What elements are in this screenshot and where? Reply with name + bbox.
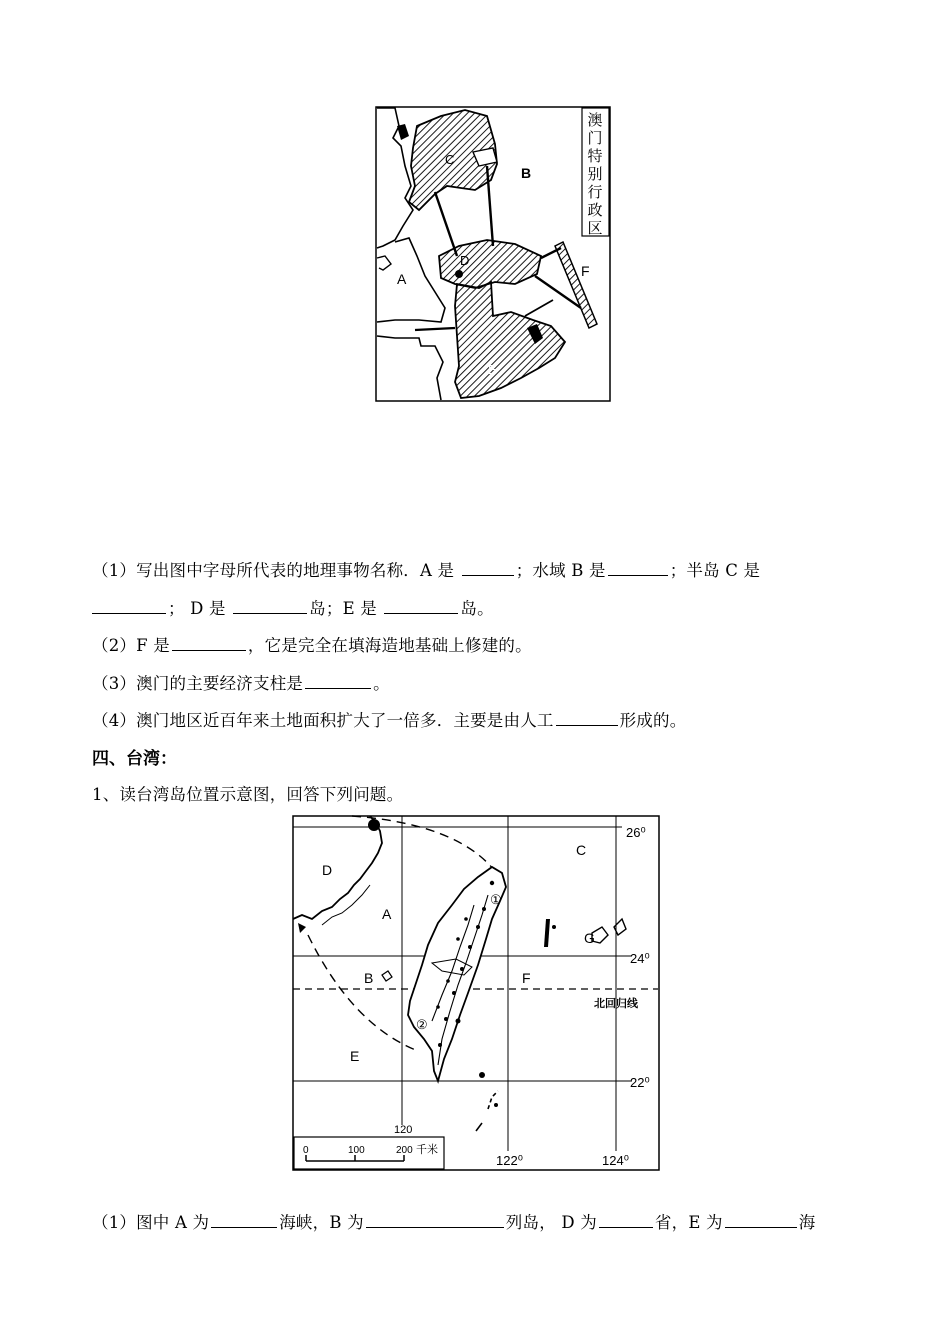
longitude-label-120: 120 (394, 1124, 413, 1136)
taiwan-label-d: D (322, 862, 333, 878)
taiwan-intro: 1、读台湾岛位置示意图，回答下列问题。 (92, 785, 404, 804)
macau-label-d: D (460, 253, 470, 268)
macau-title-char: 区 (587, 219, 603, 237)
macau-title-char: 别 (587, 165, 603, 183)
latitude-label-24: 24⁰ (630, 951, 650, 966)
macau-title-char: 特 (587, 147, 603, 165)
scale-tick-200: 200 (396, 1145, 413, 1156)
circled-number-2: ② (416, 1018, 428, 1033)
macau-question-4: （4）澳门地区近百年来土地面积扩大了一倍多．主要是由人工 形成的。 (92, 711, 687, 730)
macau-label-e: E (488, 362, 497, 377)
macau-question-3: （3）澳门的主要经济支柱是 。 (92, 674, 390, 693)
macau-map-drawing (375, 106, 611, 402)
taiwan-label-b: B (364, 970, 374, 986)
section-heading-taiwan: 四、台湾： (92, 749, 177, 769)
macau-label-a: A (397, 271, 407, 287)
latitude-label-26: 26⁰ (626, 825, 646, 840)
macau-label-f: F (581, 263, 590, 279)
answer-blank-c[interactable] (92, 598, 166, 614)
circled-number-1: ① (490, 893, 502, 908)
macau-question-1-line-2: ； D 是 岛；E 是 岛。 (92, 595, 494, 619)
answer-blank-strait[interactable] (211, 1212, 277, 1228)
latitude-label-22: 22⁰ (630, 1075, 650, 1090)
macau-title-char: 行 (587, 183, 603, 201)
answer-blank-a[interactable] (462, 560, 514, 576)
taiwan-label-a: A (382, 906, 392, 922)
answer-blank-province[interactable] (599, 1212, 653, 1228)
answer-blank-islands[interactable] (366, 1212, 504, 1228)
taiwan-label-e: E (350, 1048, 360, 1064)
answer-blank-land[interactable] (556, 710, 618, 726)
macau-label-c: C (445, 152, 455, 167)
scale-tick-0: 0 (303, 1145, 309, 1156)
answer-blank-d[interactable] (233, 598, 307, 614)
macau-title-char: 门 (587, 129, 603, 147)
scale-tick-100: 100 (348, 1145, 365, 1156)
macau-map (375, 106, 611, 402)
taiwan-map-drawing (292, 815, 660, 1171)
answer-blank-b[interactable] (608, 560, 668, 576)
macau-question-2: （2）F 是 ，它是完全在填海造地基础上修建的。 (92, 636, 532, 655)
taiwan-label-c: C (576, 842, 587, 858)
scale-unit: 千米 (416, 1144, 438, 1156)
longitude-label-122: 122⁰ (496, 1153, 523, 1168)
macau-title-char: 澳 (587, 111, 603, 129)
answer-blank-e[interactable] (384, 598, 458, 614)
answer-blank-sea[interactable] (725, 1212, 797, 1228)
taiwan-label-g: G (584, 930, 595, 946)
macau-question-1-line-1: （1）写出图中字母所代表的地理事物名称．A 是 ；水域 B 是 ；半岛 C 是 (92, 561, 761, 580)
macau-label-b: B (521, 165, 532, 181)
taiwan-question-1: （1）图中 A 为 海峡，B 为 列岛， D 为 省，E 为 海 (92, 1213, 816, 1232)
taiwan-map (292, 815, 660, 1171)
taiwan-label-f: F (522, 970, 531, 986)
answer-blank-economy[interactable] (305, 673, 371, 689)
macau-title-char: 政 (587, 201, 603, 219)
answer-blank-f[interactable] (172, 635, 246, 651)
longitude-label-124: 124⁰ (602, 1153, 629, 1168)
tropic-of-cancer-label: 北回归线 (594, 998, 638, 1010)
